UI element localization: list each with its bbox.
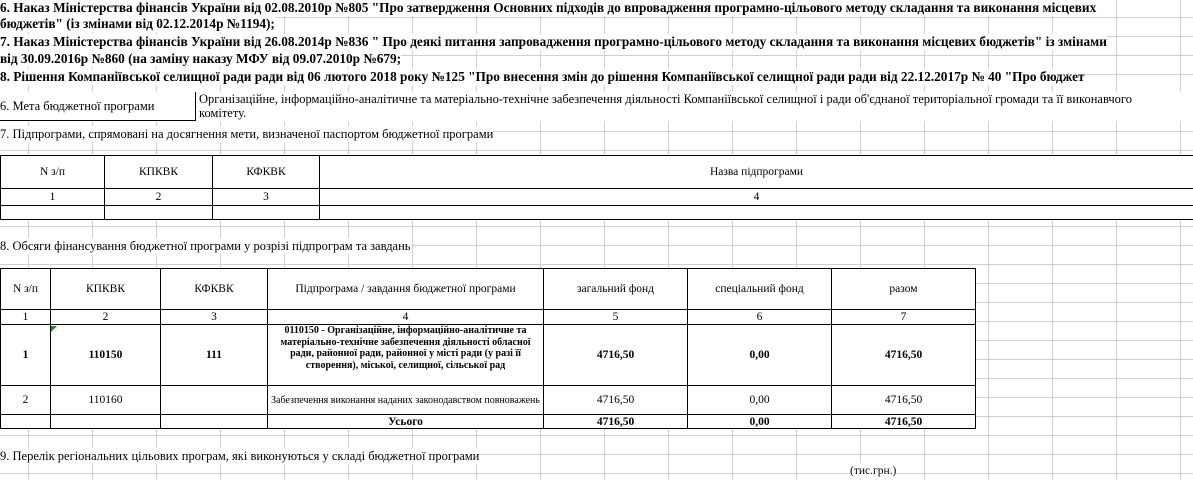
row-general-fund: 4716,50 xyxy=(544,325,688,386)
section8-title: 8. Обсяги фінансування бюджетної програми у розрізі підпрограм та завдань xyxy=(0,239,411,253)
goal-text: Організаційне, інформаційно-аналітичне та матеріально-технічне забезпечення діяльності Компаніївської селищної і ради об'єднаної територіальної громади та її виконавчого комітету. xyxy=(199,92,1132,120)
index-cell: 1 xyxy=(1,310,51,325)
index-cell: 2 xyxy=(51,310,161,325)
header-kfkvk: КФКВК xyxy=(213,156,320,189)
table-row xyxy=(1,386,976,415)
index-cell: 3 xyxy=(213,189,320,206)
unit-label: (тис.грн.) xyxy=(850,465,897,477)
index-cell: 1 xyxy=(1,189,105,206)
index-cell: 4 xyxy=(320,189,1193,206)
header-kpkvk: КПКВК xyxy=(51,269,161,310)
header-kpkvk: КПКВК xyxy=(105,156,213,189)
empty-cell xyxy=(213,206,320,220)
row-special-fund: 0,00 xyxy=(688,325,832,386)
subprograms-table xyxy=(0,155,1193,220)
table-row xyxy=(1,325,976,386)
row-kpkvk: 110150 xyxy=(51,325,161,386)
index-cell: 5 xyxy=(544,310,688,325)
total-general-fund: 4716,50 xyxy=(544,415,688,429)
row-task-name: Забезпечення виконання наданих законодавством повноважень xyxy=(268,386,544,415)
header-line-6b: бюджетів" (із змінами від 02.12.2014р №1194); xyxy=(0,16,275,31)
header-special-fund: спеціальний фонд xyxy=(688,269,832,310)
subprograms-header-row xyxy=(1,156,1193,189)
header-kfkvk: КФКВК xyxy=(161,269,268,310)
total-row xyxy=(1,415,976,429)
empty-cell xyxy=(51,415,161,429)
goal-section xyxy=(0,92,1193,121)
header-n: N з/п xyxy=(1,269,51,310)
header-line-7a: 7. Наказ Міністерства фінансів України від 26.08.2014р №836 " Про деякі питання запровадження програмно-цільового методу складання та виконання місцевих бюджетів" із змінами xyxy=(0,34,1107,49)
header-line-8: 8. Рішення Компаніївської селищної ради ради від 06 лютого 2018 року №125 "Про внесення змін до рішення Компаніївської селищної ради ради від 22.12.2017р № 40 "Про бюджет xyxy=(0,69,1085,84)
row-task-name: 0110150 - Організаційне, інформаційно-аналітичне та матеріально-технічне забезпечення діяльності обласної ради, районної ради, районної у місті ради (у разі її створення), міської, селищної, сільської рад xyxy=(268,325,544,386)
row-total: 4716,50 xyxy=(832,325,976,386)
empty-cell xyxy=(161,415,268,429)
header-line-6a: 6. Наказ Міністерства фінансів України від 02.08.2010р №805 "Про затвердження Основних підходів до впровадження програмно-цільового методу складання та виконання місцевих xyxy=(0,0,1097,15)
subprograms-index-row xyxy=(1,189,1193,206)
financing-index-row xyxy=(1,310,976,325)
row-general-fund: 4716,50 xyxy=(544,386,688,415)
empty-cell xyxy=(320,206,1193,220)
row-kfkvk: 111 xyxy=(161,325,268,386)
section9-title: 9. Перелік регіональних цільових програм, які виконуються у складі бюджетної програми xyxy=(0,449,480,463)
header-n: N з/п xyxy=(1,156,105,189)
total-special-fund: 0,00 xyxy=(688,415,832,429)
header-task-name: Підпрограма / завдання бюджетної програми xyxy=(268,269,544,310)
goal-label: 6. Мета бюджетної програми xyxy=(0,92,196,121)
row-special-fund: 0,00 xyxy=(688,386,832,415)
index-cell: 2 xyxy=(105,189,213,206)
index-cell: 4 xyxy=(268,310,544,325)
header-subprogram-name: Назва підпрограми xyxy=(320,156,1193,189)
empty-cell xyxy=(1,206,105,220)
row-kpkvk: 110160 xyxy=(51,386,161,415)
header-general-fund: загальний фонд xyxy=(544,269,688,310)
index-cell: 7 xyxy=(832,310,976,325)
row-n: 1 xyxy=(1,325,51,386)
row-n: 2 xyxy=(1,386,51,415)
comment-marker-icon xyxy=(51,326,57,332)
index-cell: 3 xyxy=(161,310,268,325)
row-total: 4716,50 xyxy=(832,386,976,415)
financing-table xyxy=(0,268,976,429)
financing-header-row xyxy=(1,269,976,310)
header-line-7b: від 30.09.2016р №860 (на заміну наказу МФУ від 09.07.2010р №679; xyxy=(0,51,402,66)
section7-title: 7. Підпрограми, спрямовані на досягнення мети, визначеної паспортом бюджетної програми xyxy=(0,127,494,141)
total-label: Усього xyxy=(268,415,544,429)
header-total: разом xyxy=(832,269,976,310)
total-total: 4716,50 xyxy=(832,415,976,429)
empty-cell xyxy=(105,206,213,220)
empty-cell xyxy=(1,415,51,429)
row-kfkvk xyxy=(161,386,268,415)
subprograms-empty-row xyxy=(1,206,1193,220)
index-cell: 6 xyxy=(688,310,832,325)
